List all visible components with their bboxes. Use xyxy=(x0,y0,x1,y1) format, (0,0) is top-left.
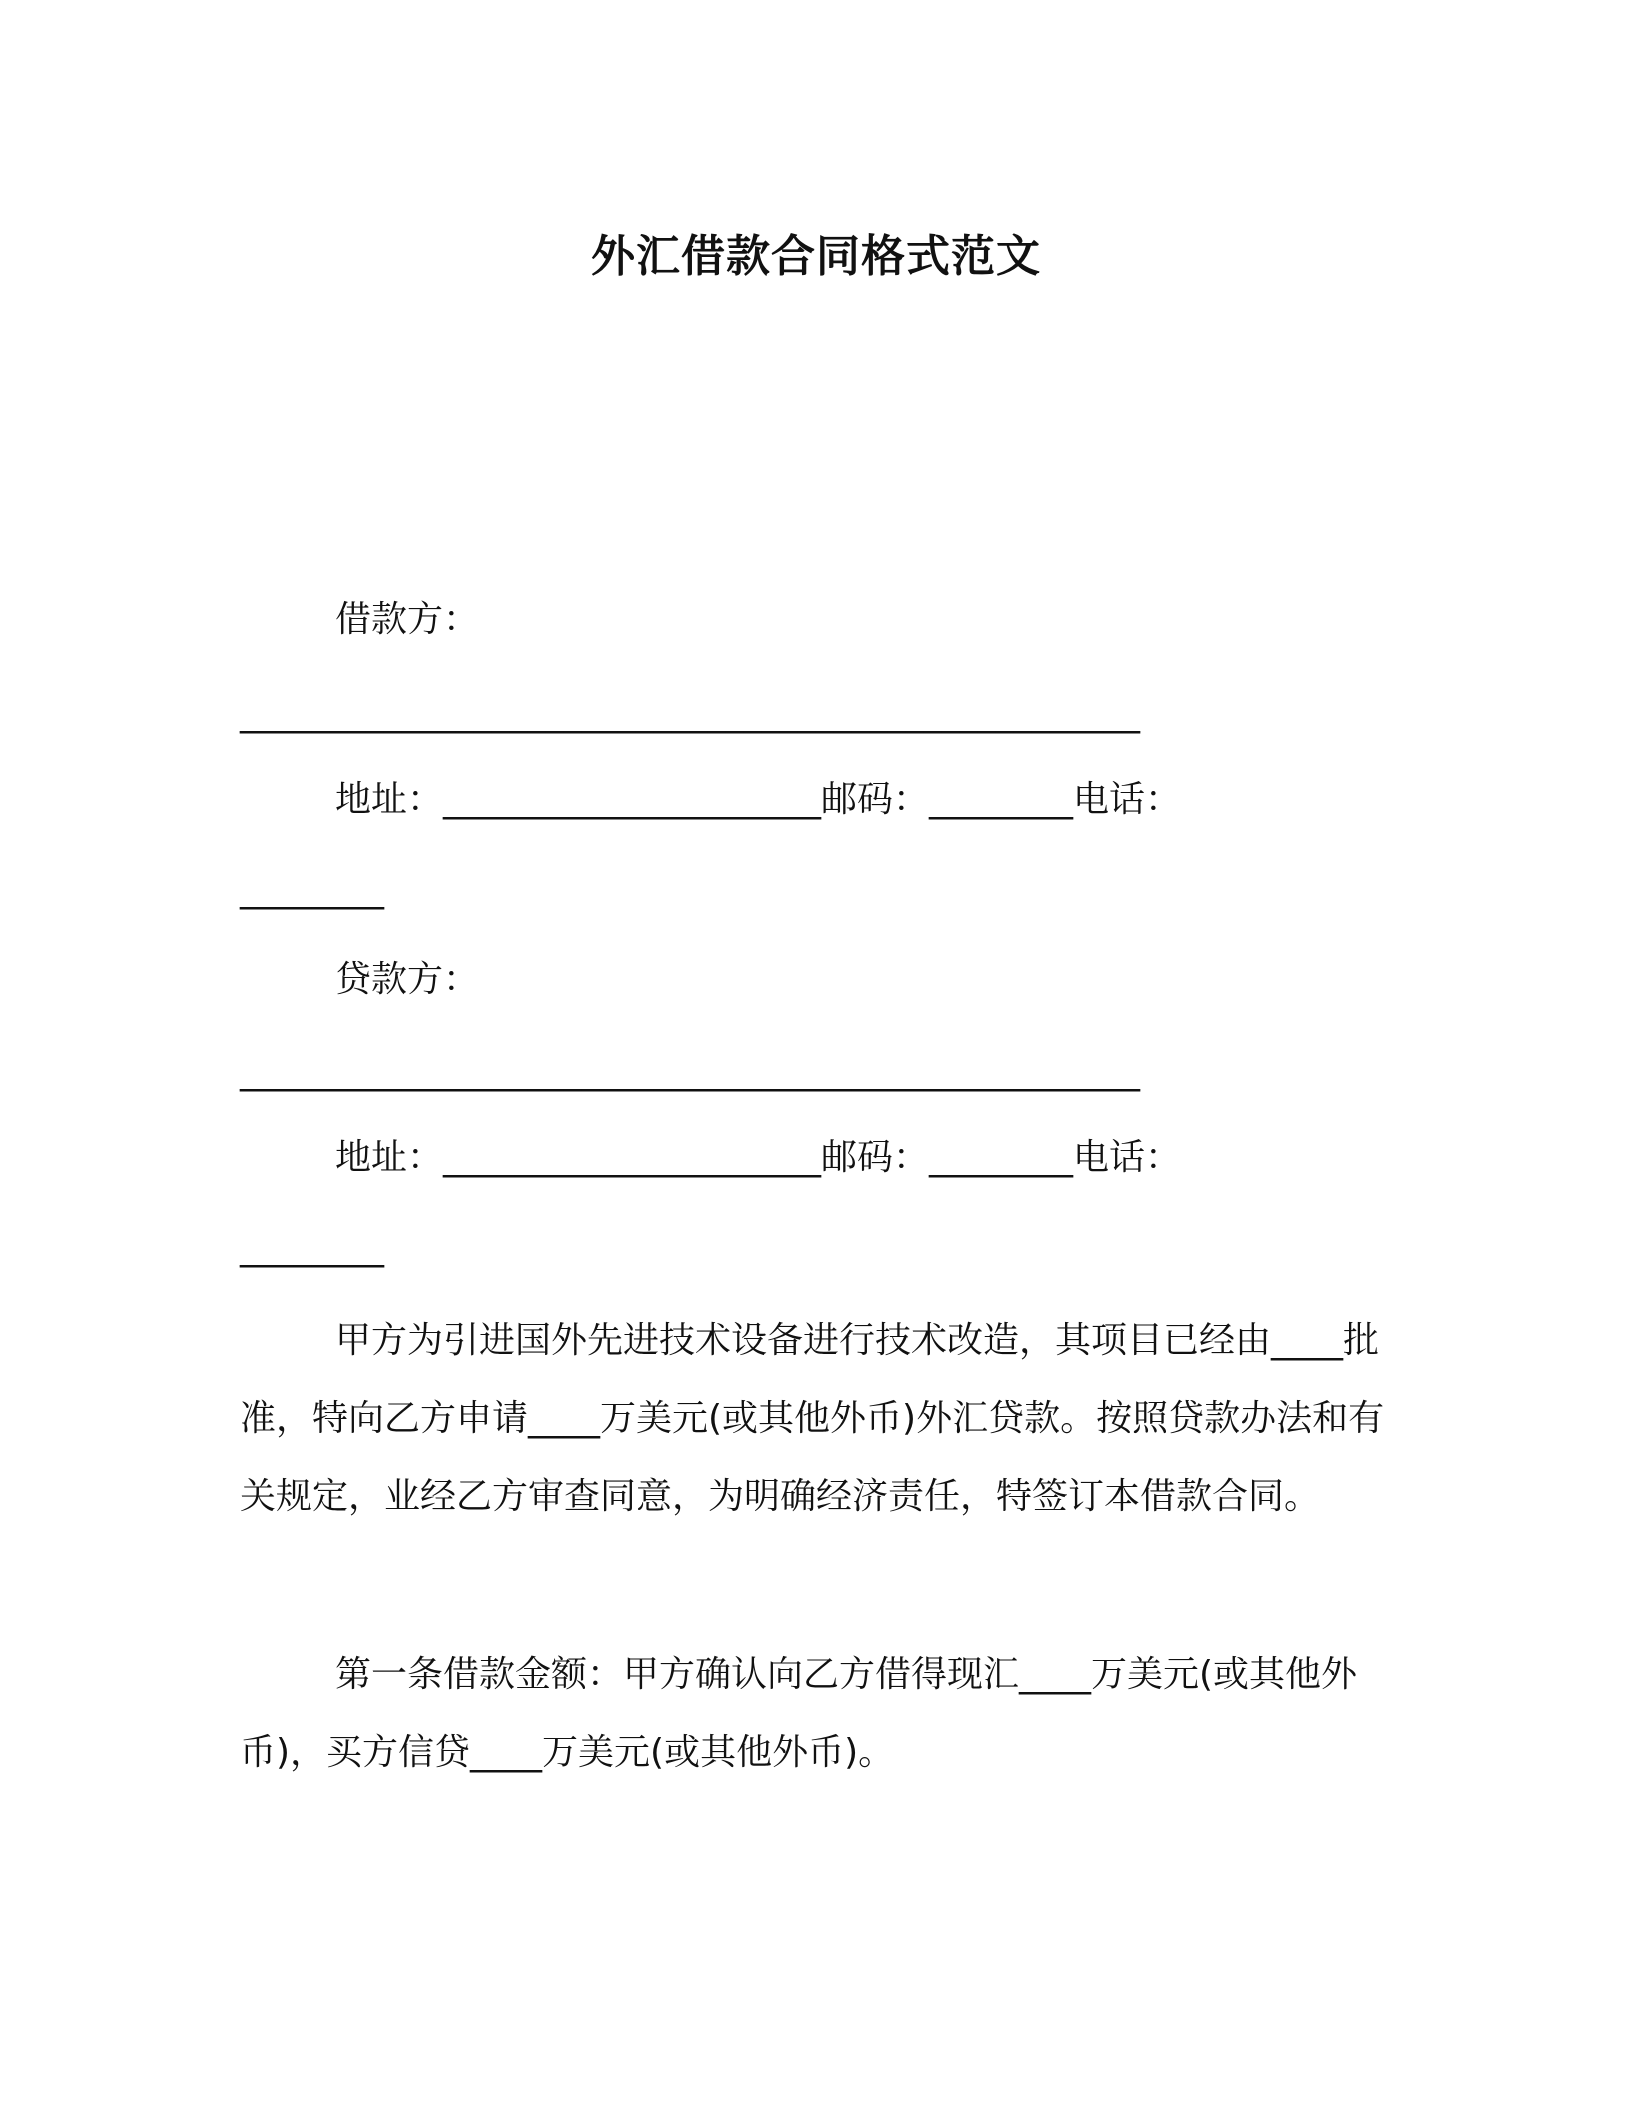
borrower-label: 借款方： xyxy=(335,599,480,640)
article-1-paragraph: 第一条借款金额：甲方确认向乙方借得现汇____万美元(或其他外币)，买方信贷____万美元(或其他外币)。 xyxy=(240,1654,1358,1773)
document-title: 外汇借款合同格式范文 xyxy=(591,231,1041,282)
lender-phone-blank: ________ xyxy=(240,1227,384,1268)
borrower-phone-blank: ________ xyxy=(240,869,384,910)
borrower-name-blank: __________________________________________________ xyxy=(240,693,1140,734)
lender-name-blank: __________________________________________________ xyxy=(240,1051,1140,1092)
borrower-contact-line: 地址：_____________________邮码：________电话： xyxy=(335,779,1182,820)
lender-label: 贷款方： xyxy=(335,959,480,1000)
lender-contact-line: 地址：_____________________邮码：________电话： xyxy=(335,1137,1182,1178)
preamble-paragraph: 甲方为引进国外先进技术设备进行技术改造，其项目已经由____批准，特向乙方申请____万美元(或其他外币)外汇贷款。按照贷款办法和有关规定，业经乙方审查同意，为明确经济责任，特签订本借款合同。 xyxy=(240,1320,1385,1517)
